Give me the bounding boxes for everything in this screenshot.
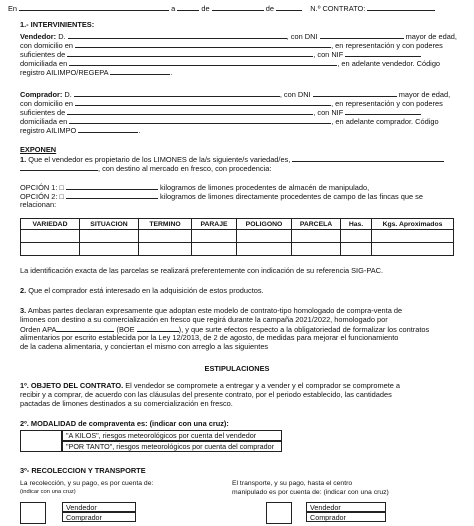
col-kgs: Kgs. Aproximados <box>372 219 454 230</box>
table-row <box>21 230 454 243</box>
exponen-heading: EXPONEN <box>20 145 57 154</box>
table-cell[interactable] <box>372 243 454 256</box>
header-de2: de <box>265 4 275 13</box>
col-has: Has. <box>341 219 372 230</box>
p3-orden: Orden APA <box>20 325 57 334</box>
modalidad-a-kilos[interactable]: "A KILOS", riesgos meteorológicos por cuenta del vendedor <box>62 430 282 441</box>
e1-text-1: El vendedor se compromete a entregar y a vender y el comprador se compromete a <box>123 381 401 390</box>
col-parcela: PARCELA <box>292 219 341 230</box>
e2-heading: 2º. MODALIDAD de compraventa es: (indicar con una cruz): <box>20 419 229 428</box>
comprador-representacion: , en representación y con poderes <box>331 99 443 108</box>
intervinientes-heading: 1.- INTERVINIENTES: <box>20 20 95 29</box>
p2-text: Que el comprador está interesado en la adquisición de estos productos. <box>26 286 264 295</box>
vendedor-domicilio: con domicilio en <box>20 41 73 50</box>
recoleccion-comprador[interactable]: Comprador <box>62 512 136 522</box>
exponen-p3-line-1 <box>20 306 402 315</box>
comprador-nif: , con NIF <box>313 108 344 117</box>
comprador-dni-field[interactable] <box>313 89 397 97</box>
comprador-registro-field[interactable] <box>78 125 138 133</box>
table-cell[interactable] <box>139 243 192 256</box>
e1-line-3: pactadas de limones destinados a su comercialización en fresco. <box>20 399 233 408</box>
table-cell[interactable] <box>192 230 237 243</box>
table-cell[interactable] <box>192 243 237 256</box>
p3-text-3: ), y que surte efectos respecto a la obligatoriedad de formalizar los contratos <box>178 325 430 334</box>
vendedor-name-field[interactable] <box>68 31 287 39</box>
comprador-domicilio: con domicilio en <box>20 99 73 108</box>
col-situacion: SITUACION <box>80 219 139 230</box>
vendedor-entidad-field[interactable] <box>67 49 313 57</box>
transporte-text-1: El transporte, y su pago, hasta el centro <box>232 480 353 487</box>
comprador-entidad-field[interactable] <box>67 107 313 115</box>
recoleccion-vendedor[interactable]: Vendedor <box>62 502 136 512</box>
e1-line-1 <box>20 381 400 390</box>
vendedor-nif: , con NIF <box>313 50 344 59</box>
vendedor-adelante: , en adelante vendedor. Código <box>337 59 441 68</box>
opcion2-text: kilogramos de limones directamente procedentes de campo de las fincas que se <box>160 192 423 201</box>
orden-apa-field[interactable] <box>56 324 114 332</box>
day-field[interactable] <box>177 3 199 11</box>
transporte-text-2: manipulado es por cuenta de: (indicar con una cruz) <box>232 489 389 496</box>
e3-heading: 3º- RECOLECCION Y TRANSPORTE <box>20 466 146 475</box>
table-cell[interactable] <box>372 230 454 243</box>
vendedor-suficientes: suficientes de <box>20 50 66 59</box>
p1-text-b: , con destino al mercado en fresco, con procedencia: <box>98 164 272 173</box>
variedad-field[interactable] <box>292 154 444 162</box>
p1-number: 1. <box>20 155 27 164</box>
recoleccion-text-1: La recolección, y su pago, es por cuenta de: <box>20 480 154 487</box>
vendedor-label: Vendedor: <box>20 32 57 41</box>
year-field[interactable] <box>276 3 302 11</box>
vendedor-line-5: registro AILIMPO/REGEPA . <box>20 68 173 77</box>
vendedor-dni-field[interactable] <box>320 31 404 39</box>
opcion1-kg-field[interactable] <box>66 182 158 190</box>
opcion2-line-2: relacionan: <box>20 200 57 209</box>
comprador-name-field[interactable] <box>74 89 280 97</box>
table-row <box>21 243 454 256</box>
recoleccion-checkbox-box[interactable] <box>20 502 46 524</box>
vendedor-registro-field[interactable] <box>110 67 170 75</box>
boe-field[interactable] <box>137 324 179 332</box>
e1-line-2: recibir y a comprar, de acuerdo con las cláusulas del presente contrato, por el periodo establecido, las cantidades <box>20 390 392 399</box>
p1-text-a: Que el vendedor es propietario de los LIMONES de la/s siguiente/s variedad/es, <box>26 155 291 164</box>
table-cell[interactable] <box>341 230 372 243</box>
place-field[interactable] <box>19 3 169 11</box>
comprador-suficientes: suficientes de <box>20 108 66 117</box>
p3-number: 3. <box>20 306 27 315</box>
month-field[interactable] <box>212 3 264 11</box>
comprador-nif-field[interactable] <box>345 107 421 115</box>
opcion2-line <box>20 191 423 201</box>
comprador-d: D. <box>64 90 72 99</box>
col-paraje: PARAJE <box>192 219 237 230</box>
table-cell[interactable] <box>341 243 372 256</box>
exponen-p3-line-2: limones con destino a su comercialización en fresco que regirá durante la campaña 2021/2022, homologado por <box>20 315 388 324</box>
table-cell[interactable] <box>292 243 341 256</box>
estipulaciones-heading: ESTIPULACIONES <box>204 364 270 373</box>
vendedor-domicilio-field[interactable] <box>75 40 331 48</box>
exponen-p1-line-2 <box>20 163 271 173</box>
table-header-row <box>21 219 454 230</box>
col-poligono: POLIGONO <box>237 219 292 230</box>
exponen-p3-line-5: de la cadena alimentaria, y conciertan el mismo con arreglo a las siguientes <box>20 342 269 351</box>
identificacion-text: La identificación exacta de las parcelas se realizará preferentemente con indicación de su referencia SIG-PAC. <box>20 266 384 275</box>
variedad-field-2[interactable] <box>20 163 98 171</box>
comprador-con-dni: , con DNI <box>279 90 311 99</box>
comprador-line-5: registro AILIMPO . <box>20 126 141 135</box>
e1-heading: 1º. OBJETO DEL CONTRATO. <box>20 381 124 390</box>
vendedor-domiciliada: domiciliada en <box>20 59 68 68</box>
contrato-label: N.º CONTRATO: <box>310 4 366 13</box>
comprador-adelante: , en adelante comprador. Código <box>331 117 439 126</box>
contrato-number-field[interactable] <box>367 3 435 11</box>
col-termino: TERMINO <box>139 219 192 230</box>
table-cell[interactable] <box>21 230 80 243</box>
vendedor-registro: registro AILIMPO/REGEPA <box>20 68 109 77</box>
header-de1: de <box>201 4 210 13</box>
exponen-p3-line-4: alimentarios por escrito establecida por la Ley 12/2013, de 2 de agosto, de medidas para mejorar el funcionamiento <box>20 333 399 342</box>
table-cell[interactable] <box>237 230 292 243</box>
comprador-mayor: mayor de edad, <box>398 90 451 99</box>
transporte-checkbox-box[interactable] <box>266 502 292 524</box>
opcion2-label[interactable]: OPCIÓN 2: □ <box>20 192 64 201</box>
vendedor-representacion: , en representación y con poderes <box>331 41 443 50</box>
header-a: a <box>171 4 176 13</box>
modalidad-por-tanto[interactable]: "POR TANTO", riesgos meteorológicos por cuenta del comprador <box>62 441 282 452</box>
exponen-p2 <box>20 286 264 295</box>
vendedor-mayor: mayor de edad, <box>405 32 457 41</box>
comprador-domicilio-field[interactable] <box>75 98 331 106</box>
transporte-comprador[interactable]: Comprador <box>306 512 386 522</box>
vendedor-nif-field[interactable] <box>345 49 421 57</box>
table-cell[interactable] <box>292 230 341 243</box>
opcion1-text: kilogramos de limones procedentes de almacén de manipulado, <box>160 183 370 192</box>
comprador-domiciliada-field[interactable] <box>69 116 331 124</box>
vendedor-con-dni: , con DNI <box>286 32 318 41</box>
comprador-domiciliada: domiciliada en <box>20 117 68 126</box>
p3-text-1: Ambas partes declaran expresamente que adoptan este modelo de contrato-tipo homologado de compra-venta de <box>26 306 403 315</box>
table-cell[interactable] <box>80 230 139 243</box>
header-line <box>8 3 435 13</box>
header-en: En <box>8 4 18 13</box>
opcion1-label[interactable]: OPCIÓN 1: □ <box>20 183 64 192</box>
p2-number: 2. <box>20 286 27 295</box>
transporte-vendedor[interactable]: Vendedor <box>306 502 386 512</box>
opcion2-kg-field[interactable] <box>66 191 158 199</box>
col-variedad: VARIEDAD <box>21 219 80 230</box>
p3-boe: (BOE <box>116 325 135 334</box>
modalidad-checkbox-box[interactable] <box>20 430 62 452</box>
comprador-registro: registro AILIMPO <box>20 126 77 135</box>
table-cell[interactable] <box>80 243 139 256</box>
table-cell[interactable] <box>21 243 80 256</box>
recoleccion-text-2: (indicar con una cruz) <box>20 489 76 495</box>
table-cell[interactable] <box>139 230 192 243</box>
parcel-table <box>20 218 454 256</box>
vendedor-domiciliada-field[interactable] <box>69 58 337 66</box>
vendedor-d: D. <box>58 32 66 41</box>
table-cell[interactable] <box>237 243 292 256</box>
comprador-label: Comprador: <box>20 90 63 99</box>
